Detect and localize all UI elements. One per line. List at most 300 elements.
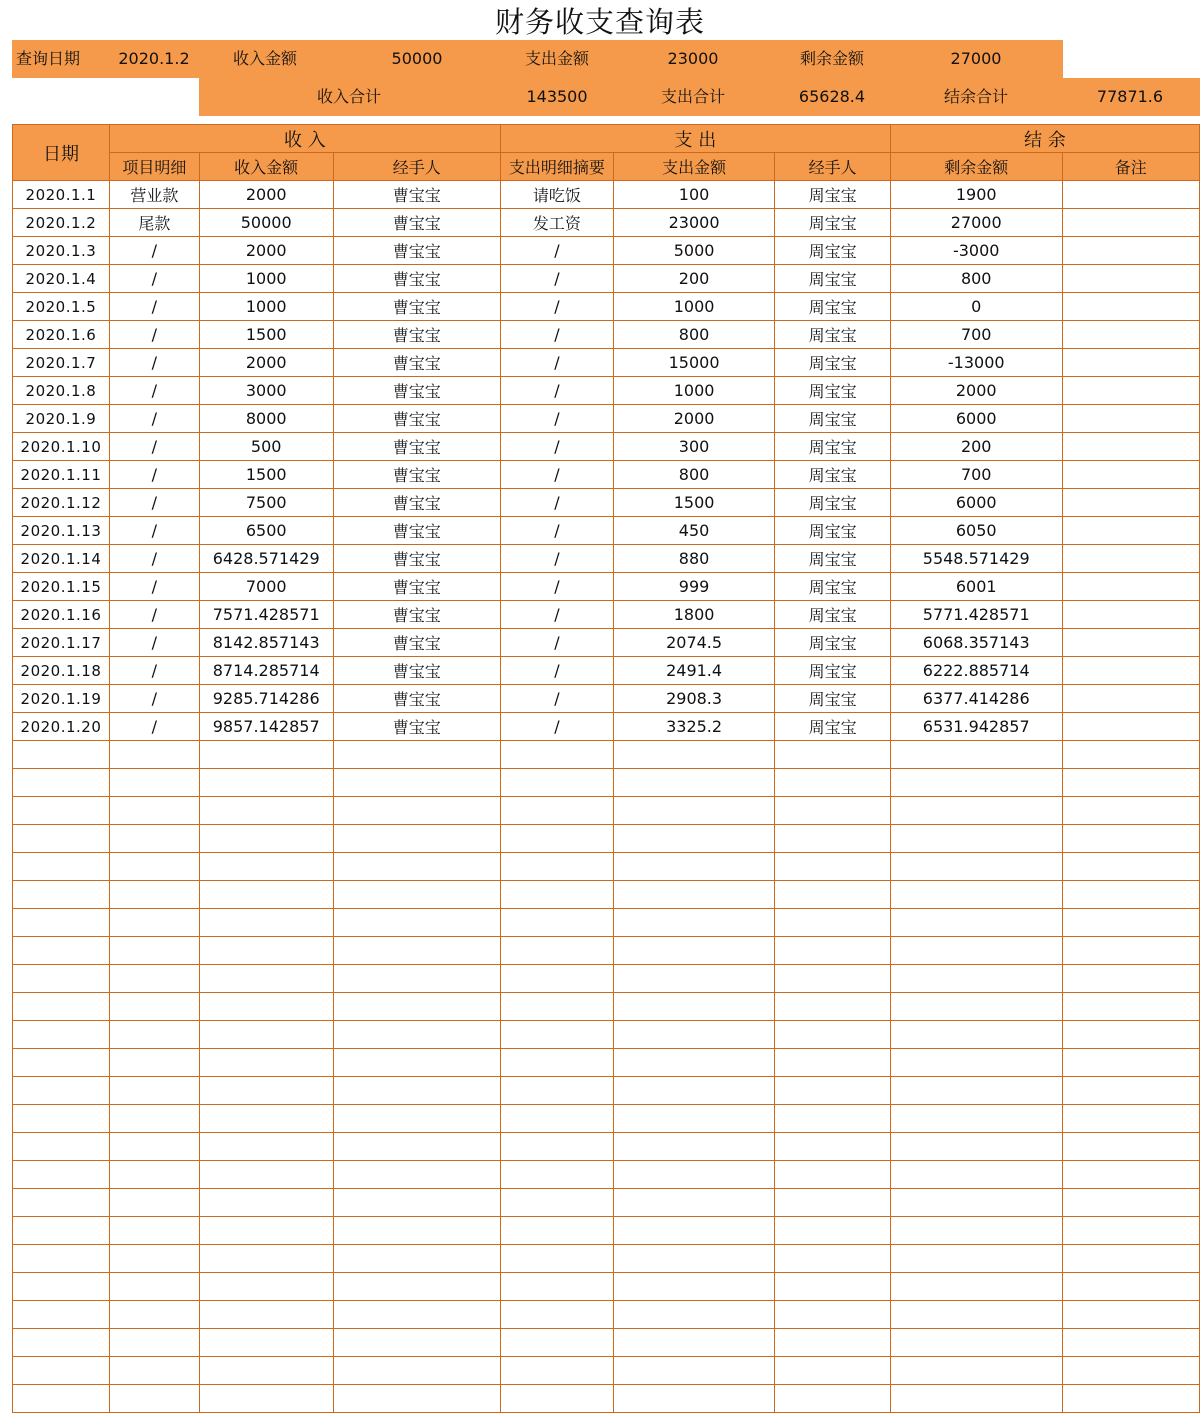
table-cell[interactable]: 曹宝宝 <box>333 517 500 545</box>
table-cell[interactable]: 曹宝宝 <box>333 713 500 741</box>
table-cell[interactable] <box>199 1105 333 1133</box>
date-cell[interactable] <box>13 1273 110 1301</box>
table-cell[interactable] <box>1062 1105 1199 1133</box>
table-cell[interactable]: 周宝宝 <box>775 573 891 601</box>
table-cell[interactable] <box>1062 1329 1199 1357</box>
date-cell[interactable] <box>13 1161 110 1189</box>
table-cell[interactable] <box>109 965 199 993</box>
table-cell[interactable] <box>890 1105 1062 1133</box>
date-cell[interactable] <box>13 741 110 769</box>
table-cell[interactable] <box>109 1357 199 1385</box>
table-cell[interactable]: 曹宝宝 <box>333 237 500 265</box>
table-cell[interactable] <box>500 1049 613 1077</box>
table-cell[interactable]: 1900 <box>890 181 1062 209</box>
table-cell[interactable] <box>199 1385 333 1413</box>
table-cell[interactable] <box>775 1189 891 1217</box>
table-cell[interactable] <box>890 881 1062 909</box>
table-cell[interactable]: 周宝宝 <box>775 629 891 657</box>
table-cell[interactable] <box>775 1133 891 1161</box>
table-cell[interactable]: / <box>109 293 199 321</box>
table-cell[interactable]: -13000 <box>890 349 1062 377</box>
table-cell[interactable]: / <box>500 237 613 265</box>
table-cell[interactable] <box>613 1329 774 1357</box>
table-cell[interactable]: / <box>500 293 613 321</box>
table-cell[interactable]: / <box>109 321 199 349</box>
table-cell[interactable] <box>199 993 333 1021</box>
table-cell[interactable] <box>1062 993 1199 1021</box>
date-cell[interactable]: 2020.1.1 <box>13 181 110 209</box>
date-cell[interactable] <box>13 1329 110 1357</box>
table-cell[interactable] <box>199 1021 333 1049</box>
table-cell[interactable] <box>613 909 774 937</box>
table-cell[interactable] <box>500 1133 613 1161</box>
table-cell[interactable] <box>109 1217 199 1245</box>
table-cell[interactable] <box>109 1161 199 1189</box>
table-cell[interactable] <box>613 1105 774 1133</box>
date-cell[interactable] <box>13 1189 110 1217</box>
table-cell[interactable]: 9857.142857 <box>199 713 333 741</box>
date-cell[interactable]: 2020.1.4 <box>13 265 110 293</box>
table-cell[interactable] <box>890 1301 1062 1329</box>
table-cell[interactable] <box>333 1133 500 1161</box>
table-cell[interactable] <box>500 1273 613 1301</box>
table-cell[interactable]: 曹宝宝 <box>333 377 500 405</box>
table-cell[interactable]: / <box>500 657 613 685</box>
table-cell[interactable]: / <box>109 573 199 601</box>
date-cell[interactable]: 2020.1.17 <box>13 629 110 657</box>
table-cell[interactable]: 1000 <box>613 377 774 405</box>
table-cell[interactable]: 8714.285714 <box>199 657 333 685</box>
table-cell[interactable] <box>1062 1133 1199 1161</box>
table-cell[interactable] <box>199 1189 333 1217</box>
date-cell[interactable]: 2020.1.20 <box>13 713 110 741</box>
table-cell[interactable]: / <box>500 377 613 405</box>
table-cell[interactable] <box>1062 545 1199 573</box>
table-cell[interactable]: 周宝宝 <box>775 349 891 377</box>
table-cell[interactable]: / <box>500 461 613 489</box>
table-cell[interactable] <box>333 853 500 881</box>
table-cell[interactable]: / <box>500 489 613 517</box>
table-cell[interactable]: 6068.357143 <box>890 629 1062 657</box>
table-cell[interactable] <box>613 1021 774 1049</box>
table-cell[interactable] <box>1062 741 1199 769</box>
table-cell[interactable] <box>500 1245 613 1273</box>
table-cell[interactable] <box>613 1217 774 1245</box>
table-cell[interactable]: 周宝宝 <box>775 209 891 237</box>
date-cell[interactable] <box>13 1301 110 1329</box>
table-cell[interactable] <box>333 1357 500 1385</box>
table-cell[interactable] <box>1062 937 1199 965</box>
table-cell[interactable]: 15000 <box>613 349 774 377</box>
table-cell[interactable] <box>199 1357 333 1385</box>
date-cell[interactable]: 2020.1.19 <box>13 685 110 713</box>
table-cell[interactable] <box>613 769 774 797</box>
table-cell[interactable] <box>333 1329 500 1357</box>
table-cell[interactable]: 曹宝宝 <box>333 461 500 489</box>
table-cell[interactable] <box>613 1273 774 1301</box>
date-cell[interactable]: 2020.1.9 <box>13 405 110 433</box>
table-cell[interactable]: 发工资 <box>500 209 613 237</box>
table-cell[interactable]: / <box>500 573 613 601</box>
table-cell[interactable]: 200 <box>890 433 1062 461</box>
table-cell[interactable]: 2000 <box>199 237 333 265</box>
table-cell[interactable]: 6050 <box>890 517 1062 545</box>
table-cell[interactable] <box>890 1049 1062 1077</box>
date-cell[interactable]: 2020.1.7 <box>13 349 110 377</box>
table-cell[interactable] <box>109 1077 199 1105</box>
date-cell[interactable] <box>13 1077 110 1105</box>
table-cell[interactable] <box>890 1217 1062 1245</box>
table-cell[interactable] <box>333 769 500 797</box>
table-cell[interactable] <box>109 1133 199 1161</box>
table-cell[interactable] <box>1062 265 1199 293</box>
table-cell[interactable] <box>109 1105 199 1133</box>
table-cell[interactable] <box>1062 489 1199 517</box>
date-cell[interactable]: 2020.1.8 <box>13 377 110 405</box>
table-cell[interactable]: 曹宝宝 <box>333 405 500 433</box>
table-cell[interactable] <box>109 909 199 937</box>
table-cell[interactable] <box>890 1245 1062 1273</box>
table-cell[interactable] <box>109 1021 199 1049</box>
table-cell[interactable] <box>109 1049 199 1077</box>
table-cell[interactable]: 7571.428571 <box>199 601 333 629</box>
table-cell[interactable] <box>1062 349 1199 377</box>
date-cell[interactable] <box>13 965 110 993</box>
table-cell[interactable] <box>890 1133 1062 1161</box>
table-cell[interactable] <box>613 1245 774 1273</box>
table-cell[interactable] <box>613 825 774 853</box>
table-cell[interactable] <box>1062 1161 1199 1189</box>
table-cell[interactable]: 800 <box>890 265 1062 293</box>
table-cell[interactable]: / <box>500 685 613 713</box>
table-cell[interactable] <box>1062 769 1199 797</box>
table-cell[interactable]: 2000 <box>199 181 333 209</box>
table-cell[interactable]: 曹宝宝 <box>333 573 500 601</box>
table-cell[interactable] <box>775 769 891 797</box>
table-cell[interactable] <box>1062 881 1199 909</box>
table-cell[interactable] <box>1062 713 1199 741</box>
table-cell[interactable] <box>199 1077 333 1105</box>
table-cell[interactable]: 6000 <box>890 405 1062 433</box>
table-cell[interactable]: 0 <box>890 293 1062 321</box>
table-cell[interactable] <box>613 797 774 825</box>
table-cell[interactable] <box>890 1077 1062 1105</box>
table-cell[interactable] <box>199 769 333 797</box>
table-cell[interactable]: / <box>500 265 613 293</box>
date-cell[interactable]: 2020.1.12 <box>13 489 110 517</box>
table-cell[interactable] <box>890 1385 1062 1413</box>
table-cell[interactable]: 曹宝宝 <box>333 321 500 349</box>
table-cell[interactable]: 6428.571429 <box>199 545 333 573</box>
table-cell[interactable]: 1000 <box>613 293 774 321</box>
table-cell[interactable]: 200 <box>613 265 774 293</box>
table-cell[interactable]: / <box>500 517 613 545</box>
date-cell[interactable] <box>13 769 110 797</box>
table-cell[interactable] <box>775 1105 891 1133</box>
table-cell[interactable] <box>1062 685 1199 713</box>
table-cell[interactable]: 周宝宝 <box>775 657 891 685</box>
table-cell[interactable] <box>333 937 500 965</box>
table-cell[interactable] <box>775 1021 891 1049</box>
table-cell[interactable] <box>109 797 199 825</box>
table-cell[interactable] <box>890 993 1062 1021</box>
table-cell[interactable] <box>613 1077 774 1105</box>
table-cell[interactable] <box>500 965 613 993</box>
table-cell[interactable] <box>109 881 199 909</box>
table-cell[interactable] <box>1062 797 1199 825</box>
table-cell[interactable] <box>1062 1217 1199 1245</box>
table-cell[interactable]: 周宝宝 <box>775 517 891 545</box>
table-cell[interactable]: 2000 <box>890 377 1062 405</box>
table-cell[interactable] <box>333 909 500 937</box>
table-cell[interactable]: 450 <box>613 517 774 545</box>
date-cell[interactable]: 2020.1.18 <box>13 657 110 685</box>
table-cell[interactable] <box>775 1049 891 1077</box>
date-cell[interactable] <box>13 937 110 965</box>
table-cell[interactable]: 曹宝宝 <box>333 433 500 461</box>
table-cell[interactable] <box>775 1161 891 1189</box>
table-cell[interactable]: 周宝宝 <box>775 685 891 713</box>
table-cell[interactable] <box>333 1217 500 1245</box>
table-cell[interactable]: 周宝宝 <box>775 377 891 405</box>
table-cell[interactable]: 1500 <box>199 321 333 349</box>
table-cell[interactable] <box>613 1385 774 1413</box>
table-cell[interactable]: 6222.885714 <box>890 657 1062 685</box>
table-cell[interactable]: 100 <box>613 181 774 209</box>
table-cell[interactable]: 9285.714286 <box>199 685 333 713</box>
table-cell[interactable] <box>613 853 774 881</box>
table-cell[interactable]: 1500 <box>613 489 774 517</box>
table-cell[interactable] <box>500 1385 613 1413</box>
table-cell[interactable]: 7000 <box>199 573 333 601</box>
table-cell[interactable] <box>333 993 500 1021</box>
table-cell[interactable] <box>199 825 333 853</box>
table-cell[interactable]: 300 <box>613 433 774 461</box>
table-cell[interactable] <box>1062 405 1199 433</box>
date-cell[interactable]: 2020.1.11 <box>13 461 110 489</box>
date-cell[interactable] <box>13 853 110 881</box>
table-cell[interactable] <box>333 1021 500 1049</box>
table-cell[interactable] <box>775 1077 891 1105</box>
table-cell[interactable] <box>613 881 774 909</box>
table-cell[interactable]: / <box>109 517 199 545</box>
table-cell[interactable] <box>613 965 774 993</box>
table-cell[interactable]: 2000 <box>613 405 774 433</box>
table-cell[interactable] <box>500 1301 613 1329</box>
table-cell[interactable] <box>1062 629 1199 657</box>
table-cell[interactable]: 营业款 <box>109 181 199 209</box>
table-cell[interactable]: / <box>109 377 199 405</box>
table-cell[interactable]: 周宝宝 <box>775 713 891 741</box>
table-cell[interactable]: 6500 <box>199 517 333 545</box>
table-cell[interactable]: 周宝宝 <box>775 601 891 629</box>
table-cell[interactable] <box>500 993 613 1021</box>
table-cell[interactable] <box>333 1105 500 1133</box>
table-cell[interactable] <box>333 1385 500 1413</box>
table-cell[interactable] <box>333 1049 500 1077</box>
table-cell[interactable]: 周宝宝 <box>775 237 891 265</box>
table-cell[interactable]: 2074.5 <box>613 629 774 657</box>
table-cell[interactable]: / <box>109 461 199 489</box>
table-cell[interactable] <box>109 1329 199 1357</box>
table-cell[interactable]: / <box>500 405 613 433</box>
table-cell[interactable]: / <box>500 545 613 573</box>
table-cell[interactable] <box>199 965 333 993</box>
table-cell[interactable] <box>1062 1189 1199 1217</box>
date-cell[interactable]: 2020.1.14 <box>13 545 110 573</box>
table-cell[interactable] <box>613 937 774 965</box>
table-cell[interactable]: 5000 <box>613 237 774 265</box>
table-cell[interactable] <box>199 1273 333 1301</box>
table-cell[interactable] <box>500 1189 613 1217</box>
date-cell[interactable] <box>13 1245 110 1273</box>
table-cell[interactable]: 6377.414286 <box>890 685 1062 713</box>
table-cell[interactable] <box>1062 377 1199 405</box>
table-cell[interactable] <box>109 1301 199 1329</box>
table-cell[interactable] <box>500 797 613 825</box>
date-cell[interactable]: 2020.1.3 <box>13 237 110 265</box>
table-cell[interactable] <box>333 1301 500 1329</box>
date-cell[interactable] <box>13 797 110 825</box>
date-cell[interactable] <box>13 1217 110 1245</box>
table-cell[interactable] <box>1062 433 1199 461</box>
table-cell[interactable] <box>1062 965 1199 993</box>
table-cell[interactable]: / <box>500 321 613 349</box>
table-cell[interactable]: 999 <box>613 573 774 601</box>
table-cell[interactable] <box>199 853 333 881</box>
table-cell[interactable] <box>199 797 333 825</box>
table-cell[interactable]: 周宝宝 <box>775 545 891 573</box>
table-cell[interactable]: / <box>109 237 199 265</box>
table-cell[interactable]: 5771.428571 <box>890 601 1062 629</box>
table-cell[interactable] <box>890 1329 1062 1357</box>
table-cell[interactable] <box>500 1217 613 1245</box>
table-cell[interactable] <box>890 965 1062 993</box>
table-cell[interactable] <box>890 1161 1062 1189</box>
table-cell[interactable] <box>109 1189 199 1217</box>
table-cell[interactable] <box>775 853 891 881</box>
query-date-value[interactable]: 2020.1.2 <box>104 40 204 77</box>
table-cell[interactable] <box>1062 601 1199 629</box>
table-cell[interactable] <box>775 993 891 1021</box>
table-cell[interactable] <box>199 881 333 909</box>
table-cell[interactable] <box>890 1021 1062 1049</box>
table-cell[interactable]: 6001 <box>890 573 1062 601</box>
table-cell[interactable]: 2000 <box>199 349 333 377</box>
table-cell[interactable] <box>1062 1385 1199 1413</box>
table-cell[interactable] <box>1062 1021 1199 1049</box>
table-cell[interactable] <box>890 1189 1062 1217</box>
table-cell[interactable]: 曹宝宝 <box>333 629 500 657</box>
table-cell[interactable] <box>775 1301 891 1329</box>
table-cell[interactable] <box>199 1301 333 1329</box>
table-cell[interactable] <box>199 1245 333 1273</box>
table-cell[interactable] <box>500 769 613 797</box>
table-cell[interactable]: 周宝宝 <box>775 489 891 517</box>
table-cell[interactable] <box>333 1189 500 1217</box>
date-cell[interactable]: 2020.1.6 <box>13 321 110 349</box>
table-cell[interactable] <box>333 1161 500 1189</box>
table-cell[interactable] <box>775 937 891 965</box>
table-cell[interactable] <box>199 1329 333 1357</box>
table-cell[interactable]: / <box>109 601 199 629</box>
table-cell[interactable] <box>890 937 1062 965</box>
table-cell[interactable]: / <box>109 713 199 741</box>
table-cell[interactable] <box>109 993 199 1021</box>
table-cell[interactable] <box>1062 321 1199 349</box>
table-cell[interactable]: 1000 <box>199 265 333 293</box>
table-cell[interactable] <box>775 1329 891 1357</box>
table-cell[interactable] <box>1062 1245 1199 1273</box>
table-cell[interactable]: 6000 <box>890 489 1062 517</box>
table-cell[interactable] <box>890 741 1062 769</box>
table-cell[interactable] <box>890 853 1062 881</box>
table-cell[interactable] <box>890 797 1062 825</box>
table-cell[interactable]: / <box>109 685 199 713</box>
table-cell[interactable]: 23000 <box>613 209 774 237</box>
table-cell[interactable] <box>1062 1357 1199 1385</box>
table-cell[interactable] <box>199 937 333 965</box>
table-cell[interactable]: 周宝宝 <box>775 433 891 461</box>
table-cell[interactable]: 曹宝宝 <box>333 181 500 209</box>
table-cell[interactable] <box>613 993 774 1021</box>
date-cell[interactable] <box>13 1357 110 1385</box>
table-cell[interactable] <box>613 741 774 769</box>
table-cell[interactable] <box>775 1217 891 1245</box>
table-cell[interactable]: 周宝宝 <box>775 405 891 433</box>
table-cell[interactable]: / <box>109 349 199 377</box>
table-cell[interactable]: 尾款 <box>109 209 199 237</box>
table-cell[interactable] <box>199 1161 333 1189</box>
table-cell[interactable]: 6531.942857 <box>890 713 1062 741</box>
table-cell[interactable] <box>613 1133 774 1161</box>
table-cell[interactable] <box>1062 573 1199 601</box>
table-cell[interactable]: 周宝宝 <box>775 265 891 293</box>
table-cell[interactable] <box>333 1077 500 1105</box>
table-cell[interactable] <box>890 1357 1062 1385</box>
table-cell[interactable] <box>1062 1301 1199 1329</box>
table-cell[interactable]: 27000 <box>890 209 1062 237</box>
date-cell[interactable] <box>13 1021 110 1049</box>
table-cell[interactable] <box>890 909 1062 937</box>
table-cell[interactable]: 700 <box>890 321 1062 349</box>
table-cell[interactable]: 800 <box>613 461 774 489</box>
table-cell[interactable] <box>1062 825 1199 853</box>
table-cell[interactable] <box>500 1077 613 1105</box>
table-cell[interactable] <box>500 909 613 937</box>
table-cell[interactable] <box>775 965 891 993</box>
table-cell[interactable] <box>1062 909 1199 937</box>
table-cell[interactable]: 500 <box>199 433 333 461</box>
table-cell[interactable] <box>199 1049 333 1077</box>
date-cell[interactable] <box>13 993 110 1021</box>
table-cell[interactable] <box>500 741 613 769</box>
table-cell[interactable]: 周宝宝 <box>775 181 891 209</box>
table-cell[interactable] <box>890 825 1062 853</box>
table-cell[interactable]: 曹宝宝 <box>333 685 500 713</box>
table-cell[interactable] <box>199 741 333 769</box>
table-cell[interactable] <box>333 1245 500 1273</box>
table-cell[interactable] <box>775 825 891 853</box>
table-cell[interactable] <box>109 769 199 797</box>
table-cell[interactable]: / <box>109 405 199 433</box>
table-cell[interactable] <box>500 853 613 881</box>
table-cell[interactable] <box>613 1301 774 1329</box>
table-cell[interactable]: -3000 <box>890 237 1062 265</box>
table-cell[interactable]: 曹宝宝 <box>333 489 500 517</box>
table-cell[interactable] <box>613 1189 774 1217</box>
table-cell[interactable]: 曹宝宝 <box>333 657 500 685</box>
